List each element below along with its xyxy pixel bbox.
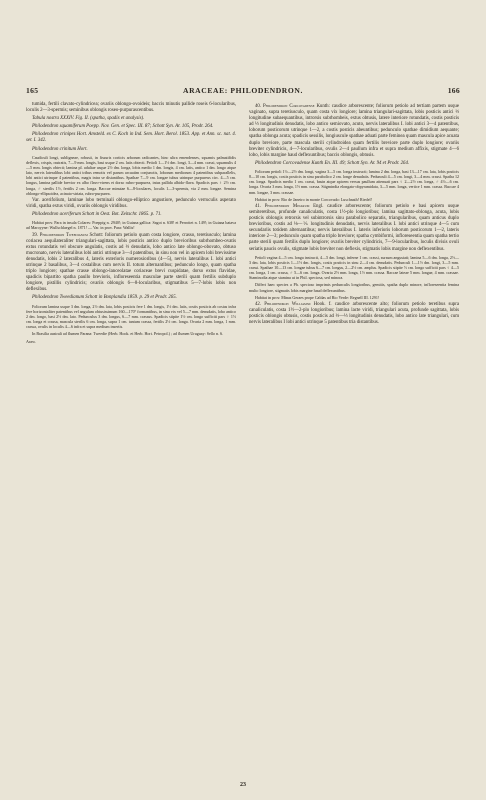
citation: Philodendron aceriferum Schott in Oest. Bot. Zeitschr. 1865. p. 71. xyxy=(32,212,162,218)
citation: Philodendron crinitum Hort. xyxy=(32,146,88,152)
body-paragraph: Var. acerifolium, laminae lobo terminali oblongo-elliptico angustiore, pedunculo verruculis asperato viridi, spatha extus viridi, ovariis oblongis viridibus. xyxy=(26,197,236,209)
citation: Philodendron Tweedianum Schott in Bonplandia 1859. p. 29 et Prodr. 265. xyxy=(32,295,177,301)
description-paragraph: Foliorum lamina usque 3 dm. longa, 2½ dm. lata, lobis posticis fere 1 dm. longis, 1½ dm. latis, costis posticis ab costas infra fere horizontaliter patentibus vel angulum obtusissimum 160—170° formantibus, in sinu vix vel 5—7 mm. denudatis, lobo antico 2 dm. longo, basi 2½ dm. lato. Pedunculus 3 dm. longus, 6—7 mm. crassus. Spadicis stipite 1½ cm. longo sufficiti pars ♀ 1⅓ cm. longa et crassa, mascula sterilis 6 cm. longa, supra 1 cm. tantum crassa, fertilis 2½ cm. longa. Ovaria 2 mm. longa, 1 mm. crassa, ovulis in loculis 4—6 infra et supra medium insertis. xyxy=(26,303,236,330)
species-heading xyxy=(249,104,459,159)
species-number: 41. xyxy=(255,203,262,209)
page-number-right: 166 xyxy=(447,86,460,95)
description-paragraph: Foliorum petioli 1½—2½ dm. longi, vagina 3—5 cm. longa instructi; lamina 2 dm. longa, basi 13—17 cm. lata, lobis posticis 8—10 cm. longis, costis posticis in sinu parabolico 2 cm. longe denudatis. Pedunculi 4—5 cm. longi, 3—4 mm. crassi. Spatha 12 cm. longa. Spadicis medio 1 cm. crassi, basin atque apicem versus paullum attenuati pars ♀ 2—2½ cm. longa, ♂ 4½—6 cm. longa. Ovaria 3 mm. longa, 1½ mm. crassa. Stigmindia elongato-obpyramidata, 3—5 mm. longa, vertice 1 mm. crassa. Baccae 4 mm. longae, 3 mm. crassae. xyxy=(249,168,459,195)
citation: Philodendron crinipes Hort. Amsteld. ex C. Koch in Ind. Sem. Hort. Berol. 1853. App. et Ann. sc. nat. 4. ser. I. 342. xyxy=(26,132,236,144)
species-heading xyxy=(249,302,459,326)
left-column xyxy=(26,102,236,346)
citation: Tabula nostra XXXIV. Fig. II. (spatha, spadix et analysis). xyxy=(32,116,145,122)
description-paragraph: Habitat prov. Para in insula Colares: Poeppig n. 2940!; in Guiana gallica: Sagot n. 638! et Perrottet n. 149!; in Guiana batava ad Maroyyne: Wullschlaegel n. 1871! — Var. in prov. Para: Wallis! xyxy=(26,220,236,231)
page-number-left: 165 xyxy=(26,86,39,95)
species-heading xyxy=(249,204,459,253)
species-name: Philodendron Tweedianum xyxy=(39,232,88,238)
citation: Philodendron squamiferum Poepp. Nov. Gen. et Spec. III. 87; Schott Syn. Ar. 105, Prodr. 264. xyxy=(32,124,214,130)
species-diagnosis: Hook. f. caudice arborescente alto; foliorum petiolo teretibus supra canaliculatis, costa 1½—2-plo longioribus; lamina lacte viridi, triangulari acuta, profunde sagittata, lobis posticis oblongis obtusis, costis posticis ad ⅓—⅓ longitudinis denudatis, lobo antico late triangulari, cum nervis lateralibus I lobi antici utrinque 5 patentibus tria distantibus. xyxy=(249,301,459,326)
column-footnote: Araw. xyxy=(26,339,36,345)
species-heading xyxy=(26,233,236,294)
description-paragraph: Differt haec species a Ph. specioso imprimis pedunculis longioribus, gemitis, spatha duplo minore, infloreseentia femina multo longiore, stigmatis lobis margine haud deflexuntibus. xyxy=(249,282,459,293)
species-diagnosis: Engl. caudice arborescente; foliorum petiolo e basi apicem usque semiteretibus, profunde canaliculatis, costa 1½-plo longioribus; lamina sagittato-oblonga, acuta, lobis posticis oblongis retrorsis vel subintrorsis sinu parabolico separatis, triangularibus, quam anticus duplo brevioribus, costis ad ⅛—⅙ longitudinis denudatis, nervis lateralibus I. lobi antici utrinque 4—5 cum secundariis totidem alternantibus; nervis lateralibus I. lateris inferioris loborum posticorum 1—2, lateris interiore 2—3; pedunculo quam spatha triplo breviore; spatha cymbiformi, infloreseentia quam spatha tertio parte sterili quam fertilis duplo longiore; ovariis breviter cylindricis, 7—9-locularibus, loculis divisis ovuli seriatis paucis ovulis, stigmate lobis breviter non deflexis, stigmatis lobis margine non deflexentibus. xyxy=(249,203,459,252)
body-paragraph: tumida, fertili clavato-cylindricea; ovariis oblongo-ovoideis; baccis minutis pallide roseis 6-locularibus, loculis 2—3-spermis; seminibus oblongis roseo-purpurascentibus. xyxy=(26,102,236,114)
text-columns xyxy=(26,102,460,346)
description-paragraph: Habitat in prov. Minas Geraes prope Caldas ad Rio Verde: Regnell III. 1291! xyxy=(255,294,380,300)
signature-mark: 23 xyxy=(240,782,246,788)
description-paragraph: Petioli vagina 4—5 cm. longa instructi, 4—5 dm. longi, inferne 1 cm. crassi, sursum angustati; lamina 5—6 dm. longa, 2½—3 dm. lata, lobis posticis 1—1½ dm. longis, costis posticis in sinu 2—4 cm. denudatis. Pedunculi 1—1½ dm. longi, 3—5 mm. crassi. Spathae 10—13 cm. longae tubus 6—7 cm. longus, 2—2½ cm. amplus. Spadicis stipite ⅓ cm. longo sufficiti pars ♀ 4—5 cm. longa, 1 cm. crassa, ♂ 5—6 cm. longa. Ovaria 2½ mm. longa, 1½ mm. crassa. Baccae lateae 5 mm. longae, 4 mm. crassae. Staminodia atque stamina ut in Phil. speciosa, sed minora. xyxy=(249,254,459,281)
right-column xyxy=(249,102,459,346)
species-number: 39. xyxy=(32,232,39,238)
species-diagnosis: Kunth: caudice arborescente; foliorum petiolo ad tertiam partem usque vaginato, supra teretiusculo, quam costa vix longiore; lamina triangulari-sagittata, lobis posticis antici ⅓ longitudine subaequantibus, introrsis subrhombeis, extus obtusis, latere interiore rotundatis, costis posticis ad ⅓ longitudinis denudatis, lobo antico semiovato, acuto, nervis lateralibus I. lobi antici 3—4 patentibus, loborum posticorum utrinque 1—2, a costis posticis abeuntibus; pedunculo spathae dimidium aequante; spatha oblonga acuta; spadicis sessilis, longiuscule spathae aduati parte feminea quam mascula apice acuata duplo breviore, parte mascula sterili cylindroidea quam fertilis breviore parte duplo longiore; ovariis breviter cylindricis, 4—7-locularibus, ovulis 2—4 paullum infra et supra medium affixis, stigmate 4—6 lobo, lobis margine haud deflexuntibus; baccis oblongis, obtusis. xyxy=(249,104,459,158)
running-title: ARACEAE: PHILODENDRON. xyxy=(183,86,303,95)
species-number: 42. xyxy=(255,301,262,307)
running-head xyxy=(26,86,460,95)
species-name: Philodendron Minarum xyxy=(264,203,310,209)
citation: Philodendron Corcovadense Kunth En. III. 49; Schott Syn. Ar. 94 et Prodr. 264. xyxy=(255,160,410,166)
species-number: 40. xyxy=(255,104,262,109)
description-paragraph: Caudiculi longi, subligneae, robusti, in fissuris corticis arborum radicantes, hinc ultra emendenses, squamis palmatifidis deflexis, crispis, rastratis, 7—9 mm. longis, basi usque 2 cm. latis obtecti. Petioli 1—1½ dm. longi, 3—4 mm. crassi, squamulis 4—5 mm. longis obtecti; lamina pl. adultae usque 2½ dm. longa, lobis medio 1 dm. longis, 4 cm. latis, antico 1 dm. longo atque lato, nervis lateralibus lobi antici tribus remotis vel parum arcuatim conjunctis, loborum mediorum 4 patentibus subparallelis, lobi antici utrinque 4 patentibus, magis intra se distantibus. Spathae 7—9 cm. longae tubus utrinque purpureus circ. 4—5 cm. longus, lamina pallide brevior ex albo flavo-virens et dorso rubro-purpurea, intus pallida albido-flava. Spadicis pars ♀ 2½ cm. longa, ♂ sterilis 1½, fertilis 2 cm. longa. Baccae minutae 6—8-loculares, loculis 1—3-spermis, via 2 mm. longae. Semina oblongo-ellipsoidea, acinato-striata, rubro-purpurea. xyxy=(26,154,236,196)
species-name: Philodendron Corcovadense xyxy=(262,104,315,109)
description-paragraph: In Brasilia australi ad flumen Parana: Tweedie (Herb. Hook. et Herb. Hort. Petropol.) ; ad flumen Uruguay: Sello n. 6. xyxy=(32,331,224,337)
species-diagnosis: Schott: foliorum petiolo quam costa longiore, crasso, teretiusculo; lamina coriacea aequilateraliter triangulari-sagittata, lobis posticis antico duplo brevioribus subrhombeo-ovatis extus rotundatis vel obscure angulatis, costis ad ⅓ denudatis, lobo antico late oblongo-obovato, obtuso mucronato, nervis lateralibus lobi antici utrinque 3—4 patentibus, in sinu non vel in apicem lobi brevissime denudatis, lobis 2 lateralibus 4, lateris exterioris numerosioribus (4—5), nervis lateralibus I. lobi antici utrinque 2 basalibus, 3—4 costalibus cum nervis II. totum alternantibus; pedunculo longo, quam spatha triplo longiore; spathae crasse oblongo-lanceolatae coriaceae brevi cuspidatae, dorso extus flavidae, spadicis bipartito spatha paullo brevioris, infloreseentia masculae parte sterili quam fertilis subduplo longiore, pistillis cylindricis; ovariis oblongis 6—8-locularibus, stigmatibus 5—7-lobis lobis non deflexibus. xyxy=(26,232,236,293)
species-name: Philodendron Williamsii xyxy=(264,301,311,307)
description-paragraph: Habitat in prov. Rio de Janeiro in monte Corcovado: Luschnath! Riedel! xyxy=(255,196,372,202)
